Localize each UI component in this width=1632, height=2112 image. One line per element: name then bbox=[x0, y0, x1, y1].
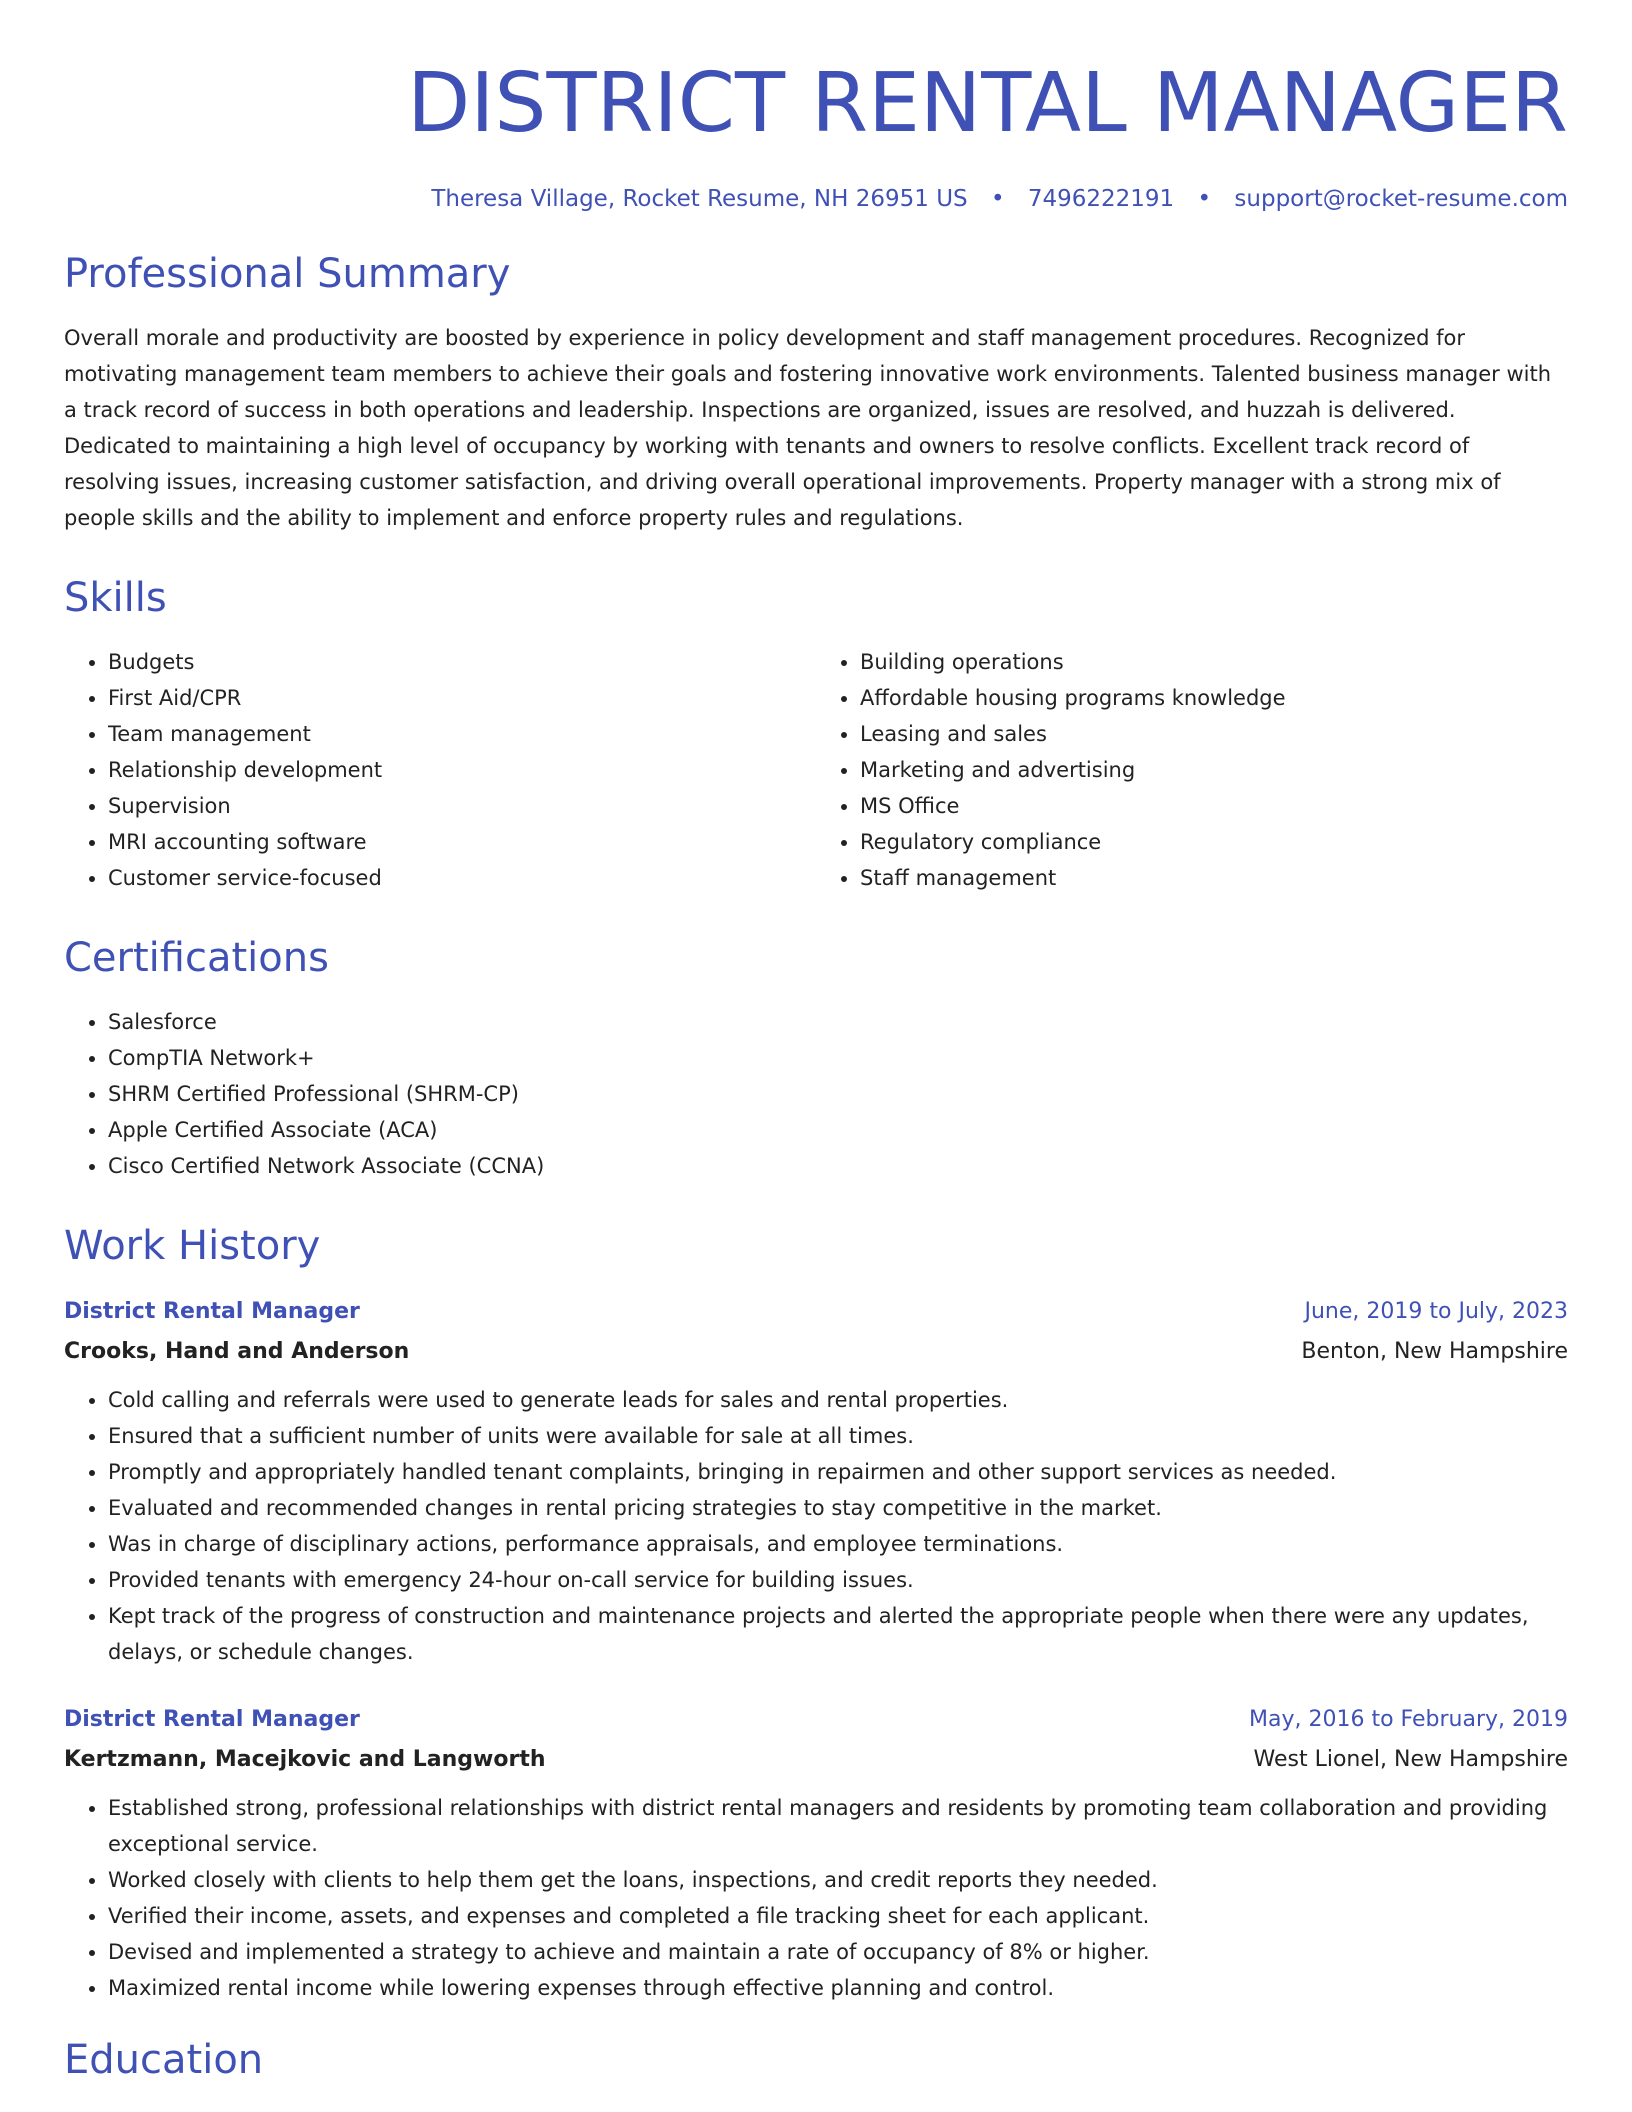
skill-item: • Building operations bbox=[860, 644, 1568, 680]
job-title: District Rental Manager bbox=[64, 1299, 360, 1324]
skill-item: • Leasing and sales bbox=[860, 716, 1568, 752]
education-heading: Education bbox=[64, 2037, 264, 2083]
job-bullet: • Was in charge of disciplinary actions, performance appraisals, and employee terminations. bbox=[108, 1526, 1568, 1562]
certifications-heading: Certifications bbox=[64, 935, 329, 981]
skills-section bbox=[64, 574, 1568, 896]
summary-text: Overall morale and productivity are boosted by experience in policy development and staff management procedures. Recognized for motivating management team members to achieve their goals and fostering innovative work environments. Talented business manager with a track record of success in both operations and leadership. Inspections are organized, issues are resolved, and huzzah is delivered. Dedicated to maintaining a high level of occupancy by working with tenants and owners to resolve conflicts. Excellent track record of resolving issues, increasing customer satisfaction, and driving overall operational improvements. Property manager with a strong mix of people skills and the ability to implement and enforce property rules and regulations. bbox=[64, 326, 1552, 530]
skill-item: • Affordable housing programs knowledge bbox=[860, 680, 1568, 716]
job-company: Crooks, Hand and Anderson bbox=[64, 1339, 410, 1364]
work-history-heading: Work History bbox=[64, 1223, 321, 1269]
certification-item: • Apple Certified Associate (ACA) bbox=[108, 1112, 1568, 1148]
contact-phone: 7496222191 bbox=[1027, 186, 1175, 212]
certifications-section bbox=[64, 934, 1568, 1184]
job-bullet: • Kept track of the progress of construction and maintenance projects and alerted the appropriate people when there were any updates, delays, or schedule changes. bbox=[108, 1598, 1568, 1670]
job-title: District Rental Manager bbox=[64, 1707, 360, 1732]
job-bullets bbox=[64, 1790, 1568, 2006]
job-title-heading: DISTRICT RENTAL MANAGER bbox=[407, 56, 1568, 151]
skill-item: • Customer service-focused bbox=[108, 860, 816, 896]
skill-item: • Budgets bbox=[108, 644, 816, 680]
skill-item: • Marketing and advertising bbox=[860, 752, 1568, 788]
contact-line bbox=[64, 186, 1568, 212]
contact-separator: • bbox=[990, 186, 1005, 212]
job-bullet: • Devised and implemented a strategy to achieve and maintain a rate of occupancy of 8% or higher. bbox=[108, 1934, 1568, 1970]
job-bullet: • Evaluated and recommended changes in rental pricing strategies to stay competitive in the market. bbox=[108, 1490, 1568, 1526]
job-location: Benton, New Hampshire bbox=[1301, 1339, 1568, 1364]
certification-item: • Salesforce bbox=[108, 1004, 1568, 1040]
certification-item: • CompTIA Network+ bbox=[108, 1040, 1568, 1076]
summary-heading: Professional Summary bbox=[64, 251, 511, 297]
work-history-section bbox=[64, 1222, 1568, 2006]
job-location: West Lionel, New Hampshire bbox=[1253, 1747, 1568, 1772]
skill-item: • Relationship development bbox=[108, 752, 816, 788]
job-bullets bbox=[64, 1382, 1568, 1670]
job-bullet: • Promptly and appropriately handled tenant complaints, bringing in repairmen and other support services as needed. bbox=[108, 1454, 1568, 1490]
skill-item: • Regulatory compliance bbox=[860, 824, 1568, 860]
job-bullet: • Cold calling and referrals were used to generate leads for sales and rental properties. bbox=[108, 1382, 1568, 1418]
skill-item: • Team management bbox=[108, 716, 816, 752]
job-title-row bbox=[64, 1700, 1568, 1740]
job-company: Kertzmann, Macejkovic and Langworth bbox=[64, 1747, 546, 1772]
job-company-row bbox=[64, 1740, 1568, 1780]
job-bullet: • Established strong, professional relationships with district rental managers and residents by promoting team collaboration and providing exceptional service. bbox=[108, 1790, 1568, 1862]
skills-heading: Skills bbox=[64, 575, 167, 621]
job-bullet: • Ensured that a sufficient number of units were available for sale at all times. bbox=[108, 1418, 1568, 1454]
certification-item: • SHRM Certified Professional (SHRM-CP) bbox=[108, 1076, 1568, 1112]
skill-item: • MS Office bbox=[860, 788, 1568, 824]
contact-address: Theresa Village, Rocket Resume, NH 26951 US bbox=[431, 186, 968, 212]
contact-email: support@rocket-resume.com bbox=[1234, 186, 1568, 212]
job-company-row bbox=[64, 1332, 1568, 1372]
job-title-row bbox=[64, 1292, 1568, 1332]
skill-item: • First Aid/CPR bbox=[108, 680, 816, 716]
skill-item: • MRI accounting software bbox=[108, 824, 816, 860]
education-section bbox=[64, 2036, 1568, 2084]
job-bullet: • Verified their income, assets, and expenses and completed a file tracking sheet for each applicant. bbox=[108, 1898, 1568, 1934]
job-entry bbox=[64, 1292, 1568, 1670]
skill-item: • Supervision bbox=[108, 788, 816, 824]
job-dates: May, 2016 to February, 2019 bbox=[1249, 1707, 1568, 1732]
job-bullet: • Maximized rental income while lowering expenses through effective planning and control. bbox=[108, 1970, 1568, 2006]
job-bullet: • Worked closely with clients to help them get the loans, inspections, and credit reports they needed. bbox=[108, 1862, 1568, 1898]
skills-right-list bbox=[816, 644, 1568, 896]
certifications-list bbox=[64, 1004, 1568, 1184]
job-entry bbox=[64, 1700, 1568, 2006]
resume-header bbox=[64, 56, 1568, 212]
job-bullet: • Provided tenants with emergency 24-hour on-call service for building issues. bbox=[108, 1562, 1568, 1598]
contact-separator: • bbox=[1197, 186, 1212, 212]
skills-grid bbox=[64, 644, 1568, 896]
certification-item: • Cisco Certified Network Associate (CCNA) bbox=[108, 1148, 1568, 1184]
skill-item: • Staff management bbox=[860, 860, 1568, 896]
skills-left-list bbox=[64, 644, 816, 896]
job-dates: June, 2019 to July, 2023 bbox=[1304, 1299, 1568, 1324]
summary-section bbox=[64, 250, 1568, 536]
